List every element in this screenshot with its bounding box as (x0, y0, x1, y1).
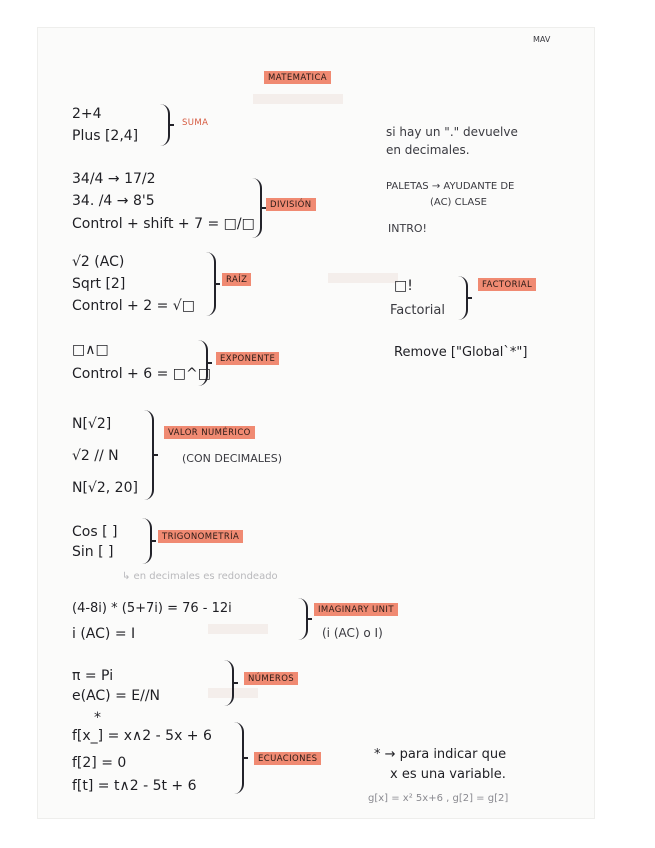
ecuaciones-line-3: f[t] = t∧2 - 5t + 6 (72, 778, 197, 794)
bleed-mark (253, 94, 343, 104)
trig-brace (142, 518, 152, 564)
trig-line-1: Cos [ ] (72, 524, 118, 540)
exponente-label: EXPONENTE (216, 352, 279, 365)
valor-label: VALOR NUMÉRICO (164, 426, 255, 439)
page-title: MATEMATICA (264, 71, 331, 84)
valor-brace (144, 410, 154, 500)
suma-label: SUMA (182, 118, 209, 128)
ecuaciones-line-2: f[2] = 0 (72, 755, 127, 771)
var-note-1: * → para indicar que (374, 747, 507, 762)
exponente-brace (198, 340, 208, 386)
notebook-page (38, 28, 594, 818)
numeros-label: NÚMEROS (244, 672, 298, 685)
trig-note: ↳ en decimales es redondeado (122, 571, 278, 582)
paletas-line-1: PALETAS → AYUDANTE DE (386, 181, 515, 192)
division-brace (252, 178, 262, 238)
factorial-label: FACTORIAL (478, 278, 536, 291)
trig-label: TRIGONOMETRÍA (158, 530, 243, 543)
valor-line-2: √2 // N (72, 448, 119, 464)
decimal-note-1: si hay un "." devuelve (386, 125, 518, 139)
numeros-brace (224, 660, 234, 706)
imag-note: (i (AC) o I) (322, 626, 383, 640)
exponente-line-1: □∧□ (72, 342, 109, 358)
imag-line-1: (4-8i) * (5+7i) = 76 - 12i (72, 601, 232, 616)
bleed-mark (328, 273, 398, 283)
paletas-line-2: (AC) CLASE (430, 197, 487, 208)
g-line: g[x] = x² 5x+6 , g[2] = g[2] (368, 793, 509, 804)
ecuaciones-brace (234, 722, 244, 794)
division-label: DIVISIÓN (266, 198, 316, 211)
division-line-1: 34/4 → 17/2 (72, 171, 156, 187)
raiz-line-1: √2 (AC) (72, 254, 125, 270)
imag-brace (298, 598, 308, 640)
raiz-line-3: Control + 2 = √□ (72, 298, 195, 314)
suma-line-2: Plus [2,4] (72, 128, 139, 144)
imag-line-2: i (AC) = I (72, 626, 136, 642)
factorial-line-1: □! (394, 278, 413, 294)
intro-note: INTRO! (388, 222, 427, 235)
valor-line-1: N[√2] (72, 416, 112, 432)
imag-label: IMAGINARY UNIT (314, 603, 398, 616)
corner-label: MAV (533, 35, 551, 44)
raiz-brace (206, 252, 216, 316)
factorial-brace (458, 276, 468, 320)
exponente-line-2: Control + 6 = □^□ (72, 366, 211, 382)
var-note-2: x es una variable. (390, 767, 506, 782)
numeros-line-2: e(AC) = E//N (72, 688, 161, 704)
trig-line-2: Sin [ ] (72, 544, 114, 560)
remove-command: Remove ["Global`*"] (394, 345, 528, 360)
division-line-3: Control + shift + 7 = □/□ (72, 216, 255, 232)
valor-note: (CON DECIMALES) (182, 452, 283, 465)
raiz-label: RAÍZ (222, 273, 251, 286)
ecuaciones-label: ECUACIONES (254, 752, 321, 765)
suma-brace (160, 104, 170, 146)
suma-line-1: 2+4 (72, 106, 102, 122)
ecuaciones-asterisk: * (94, 710, 101, 726)
ecuaciones-line-1: f[x_] = x∧2 - 5x + 6 (72, 728, 212, 744)
decimal-note-2: en decimales. (386, 143, 470, 157)
factorial-line-2: Factorial (390, 303, 445, 318)
numeros-line-1: π = Pi (72, 668, 114, 684)
raiz-line-2: Sqrt [2] (72, 276, 126, 292)
bleed-mark (208, 624, 268, 634)
valor-line-3: N[√2, 20] (72, 480, 138, 496)
division-line-2: 34. /4 → 8'5 (72, 193, 155, 209)
